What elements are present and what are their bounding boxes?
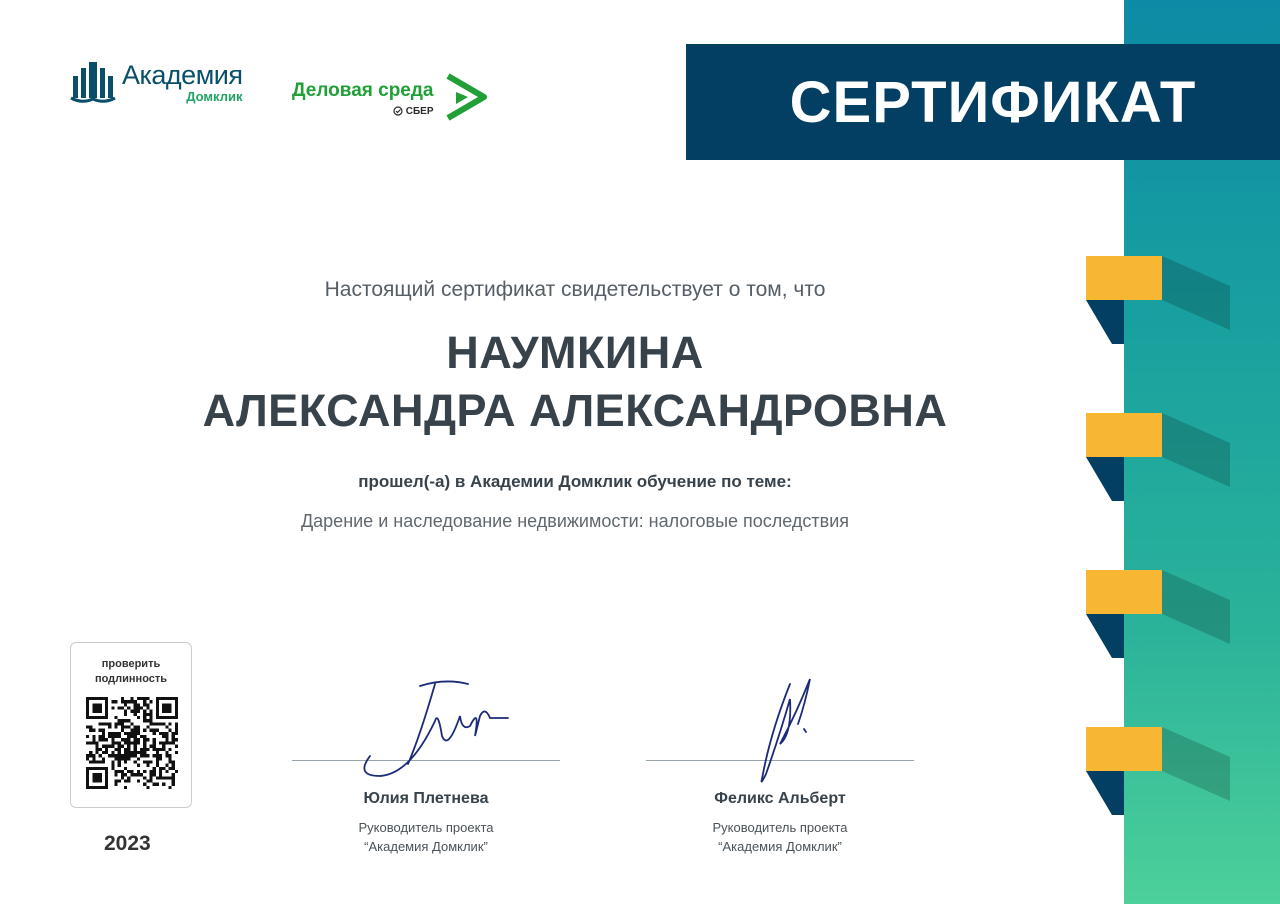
academy-logo-sub: Домклик	[186, 89, 243, 104]
ribbon-decoration	[1086, 727, 1236, 819]
sber-label: СБЕР	[405, 106, 434, 117]
sber-mark	[292, 106, 434, 119]
certificate-title: СЕРТИФИКАТ	[789, 69, 1197, 135]
academy-building-icon	[70, 62, 116, 109]
qr-code[interactable]	[86, 697, 178, 789]
handwritten-signature	[350, 676, 520, 786]
delovaya-sreda-logo	[292, 72, 488, 127]
ribbon-decoration	[1086, 570, 1236, 662]
title-banner	[686, 44, 1280, 160]
play-arrow-icon	[442, 72, 488, 127]
signatory-name: Феликс Альберт	[714, 790, 846, 807]
sber-check-icon	[393, 106, 403, 119]
verification-caption: проверить подлинность	[94, 658, 168, 685]
verification-card[interactable]	[70, 642, 192, 808]
sreda-logo-name: Деловая среда	[292, 79, 434, 101]
issue-year: 2023	[104, 832, 151, 855]
signatory-role	[292, 818, 560, 856]
signatory-role-line: Руководитель проекта	[358, 820, 494, 835]
academy-logo-name: Академия	[122, 60, 243, 90]
recipient-name	[0, 324, 1150, 440]
signatory-role	[646, 818, 914, 856]
recipient-given-names: АЛЕКСАНДРА АЛЕКСАНДРОВНА	[202, 385, 948, 436]
completion-statement: прошел(-а) в Академии Домклик обучение по теме:	[358, 472, 792, 491]
signatory-role-org: “Академия Домклик”	[718, 839, 842, 854]
handwritten-signature	[750, 674, 820, 789]
signatory-name: Юлия Плетнева	[363, 790, 489, 807]
recipient-surname: НАУМКИНА	[446, 327, 704, 378]
signatory-role-org: “Академия Домклик”	[364, 839, 488, 854]
intro-text: Настоящий сертификат свидетельствует о том, что	[324, 278, 826, 301]
course-topic: Дарение и наследование недвижимости: налоговые последствия	[300, 511, 850, 531]
signatory-role-line: Руководитель проекта	[712, 820, 848, 835]
academy-logo	[70, 62, 242, 109]
